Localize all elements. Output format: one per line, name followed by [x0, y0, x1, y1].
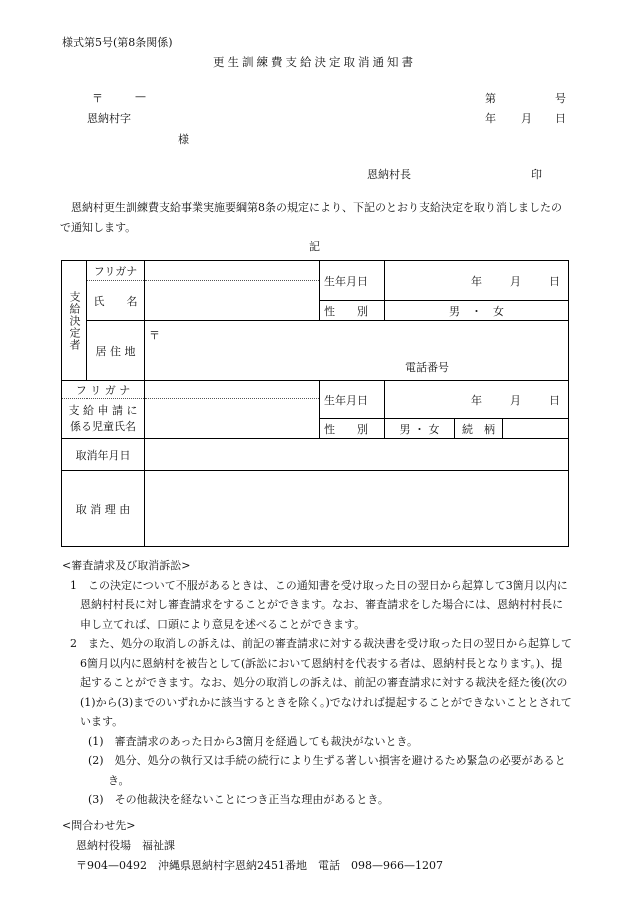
birthdate-label: 生年月日	[320, 261, 385, 301]
address-postal-mark: 〒	[149, 329, 160, 342]
number-dai: 第	[485, 92, 496, 105]
cancel-date-value[interactable]	[145, 439, 569, 471]
cancel-reason-label: 取 消 理 由	[62, 471, 145, 547]
address-label: 居 住 地	[87, 321, 145, 381]
form-number: 様式第5号(第8条関係)	[62, 36, 173, 49]
notes-heading: <審査請求及び取消訴訟>	[62, 559, 191, 572]
date-month: 月	[521, 112, 532, 125]
ki-label: 記	[309, 240, 320, 253]
child-furigana-value[interactable]	[145, 381, 320, 399]
name-value[interactable]	[145, 281, 320, 321]
date-day: 日	[555, 112, 566, 125]
sex-label: 性 別	[320, 301, 385, 321]
relation-value[interactable]	[503, 419, 569, 439]
notes-item-1: 1 この決定について不服があるときは、この通知書を受け取った日の翌日から起算して3箇月以内に恩納村村長に対し審査請求をすることができます。なお、審査請求をした場合には、恩納村村長に申し立てれば、口頭により意見を述べることができます。	[70, 578, 568, 631]
sex-options[interactable]: 男 ・ 女	[385, 301, 569, 321]
child-furigana-label: フ リ ガ ナ	[62, 381, 145, 399]
furigana-label: フリガナ	[87, 261, 145, 281]
child-name-label-line2: 係る児童氏名	[70, 419, 136, 433]
birth-month: 月	[510, 274, 521, 288]
child-sex-label: 性 別	[320, 419, 385, 439]
contact-office: 恩納村役場 福祉課	[76, 839, 175, 852]
child-birthdate-value-cell[interactable]	[385, 381, 569, 419]
child-birth-year: 年	[471, 393, 482, 407]
notes-sub-3: (3) その他裁決を経ないことにつき正当な理由があるとき。	[88, 793, 389, 806]
child-name-label-line1: 支 給 申 請 に	[68, 403, 138, 417]
birth-year: 年	[471, 274, 482, 288]
cancel-date-label: 取消年月日	[62, 439, 145, 471]
name-label: 氏 名	[87, 281, 145, 321]
appeal-notes	[62, 556, 572, 810]
child-name-value[interactable]	[145, 399, 320, 439]
intro-text: 恩納村更生訓練費支給事業実施要綱第8条の規定により、下記のとおり支給決定を取り消しましたので通知します。	[60, 201, 562, 234]
furigana-value[interactable]	[145, 261, 320, 281]
birth-day: 日	[549, 274, 560, 288]
section-label: 支給決定者	[68, 290, 81, 351]
contact-heading: <問合わせ先>	[62, 819, 136, 832]
child-name-label	[62, 399, 145, 439]
birthdate-value-cell[interactable]	[385, 261, 569, 301]
relation-label: 続 柄	[455, 419, 503, 439]
child-birthdate-label: 生年月日	[320, 381, 385, 419]
child-birth-month: 月	[510, 393, 521, 407]
number-go: 号	[555, 92, 566, 105]
notes-sub-2: (2) 処分、処分の執行又は手続の続行により生ずる著しい損害を避けるため緊急の必要があるとき。	[88, 754, 566, 787]
contact-address: 〒904—0492 沖縄県恩納村字恩納2451番地 電話 098—966—1207	[76, 859, 443, 872]
phone-label: 電話番号	[405, 361, 449, 374]
page-title: 更生訓練費支給決定取消通知書	[213, 55, 416, 69]
section-label-cell	[62, 261, 87, 381]
issuer-name: 恩納村長	[367, 168, 411, 181]
date-year: 年	[485, 112, 496, 125]
address-value-cell[interactable]	[145, 321, 569, 381]
child-sex-options[interactable]: 男 ・ 女	[385, 419, 455, 439]
cancellation-form-table	[61, 260, 569, 547]
notes-sub-1: (1) 審査請求のあった日から3箇月を経過しても裁決がないとき。	[88, 734, 419, 748]
recipient-sama: 様	[178, 133, 189, 146]
cancel-reason-value[interactable]	[145, 471, 569, 547]
recipient-address: 恩納村字	[87, 112, 131, 125]
seal-mark: 印	[531, 168, 542, 181]
child-birth-day: 日	[549, 393, 560, 407]
postal-dash: —	[135, 90, 146, 103]
notes-item-2: 2 また、処分の取消しの訴えは、前記の審査請求に対する裁決書を受け取った日の翌日から起算して6箇月以内に恩納村を被告として(訴訟において恩納村を代表する者は、恩納村長となります。)、提起することができます。なお、処分の取消しの訴えは、前記の審査請求に対する裁決を経た後(次の(1)から(3)までのいずれかに該当するときを除く。)でなければ提起することができないこととされています。	[70, 637, 572, 728]
postal-mark: 〒	[92, 92, 103, 105]
